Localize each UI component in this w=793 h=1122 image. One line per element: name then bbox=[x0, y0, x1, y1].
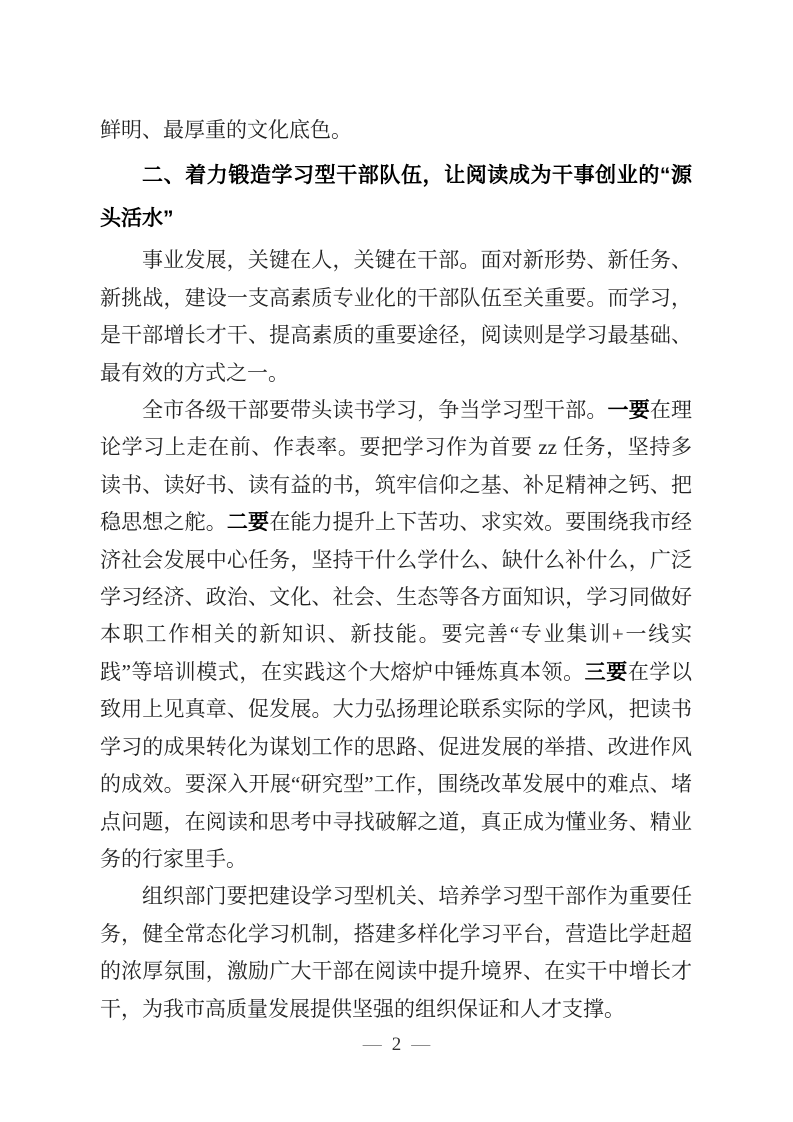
text-run: 在理论学习上走在前、作表率。要把学习作为首要 zz 任务，坚持多读书、读好书、读有益的书，筑牢信仰之基、补足精神之钙、把稳思想之舵。 bbox=[100, 398, 693, 535]
body-paragraph bbox=[100, 878, 692, 1028]
emphasis-run: 二要 bbox=[226, 511, 270, 535]
text-run: 在能力提升上下苦功、求实效。要围绕我市经济社会发展中心任务，坚持干什么学什么、缺什么补什么，广泛学习经济、政治、文化、社会、生态等各方面知识，学习同做好本职工作相关的新知识、新技能。要完善“专业集训+一线实践”等培训模式，在实践这个大熔炉中锤炼真本领。 bbox=[100, 510, 693, 684]
emphasis-run: 一要 bbox=[607, 399, 650, 423]
page-footer bbox=[0, 1032, 793, 1058]
text-run: 组织部门要把建设学习型机关、培养学习型干部作为重要任务，健全常态化学习机制，搭建多样化学习平台，营造比学赶超的浓厚氛围，激励广大干部在阅读中提升境界、在实干中增长才干，为我市高质量发展提供坚强的组织保证和人才支撑。 bbox=[100, 884, 692, 1021]
paragraph-continuation: 鲜明、最厚重的文化底色。 bbox=[100, 118, 352, 142]
paragraph-list bbox=[100, 242, 692, 1028]
body-paragraph bbox=[100, 242, 692, 392]
text-run: 事业发展，关键在人，关键在干部。面对新形势、新任务、新挑战，建设一支高素质专业化的干部队伍至关重要。而学习，是干部增长才干、提高素质的重要途径，阅读则是学习最基础、最有效的方式之一。 bbox=[100, 248, 692, 385]
text-run: 在学以致用上见真章、促发展。大力弘扬理论联系实际的学风，把读书学习的成果转化为谋划工作的思路、促进发展的举措、改进作风的成效。要深入开展“研究型”工作，围绕改革发展中的难点、堵点问题，在阅读和思考中寻找破解之道，真正成为懂业务、精业务的行家里手。 bbox=[100, 659, 693, 871]
body-paragraph bbox=[100, 392, 692, 878]
emphasis-run: 三要 bbox=[584, 660, 628, 684]
section-heading: 二、着力锻造学习型干部队伍，让阅读成为干事创业的“源头活水” bbox=[100, 164, 692, 231]
page-number: 2 bbox=[391, 1034, 402, 1055]
text-run: 全市各级干部要带头读书学习，争当学习型干部。 bbox=[142, 398, 608, 423]
document-body bbox=[100, 112, 692, 1028]
footer-dash-left: — bbox=[362, 1034, 382, 1055]
footer-dash-right: — bbox=[411, 1034, 431, 1055]
